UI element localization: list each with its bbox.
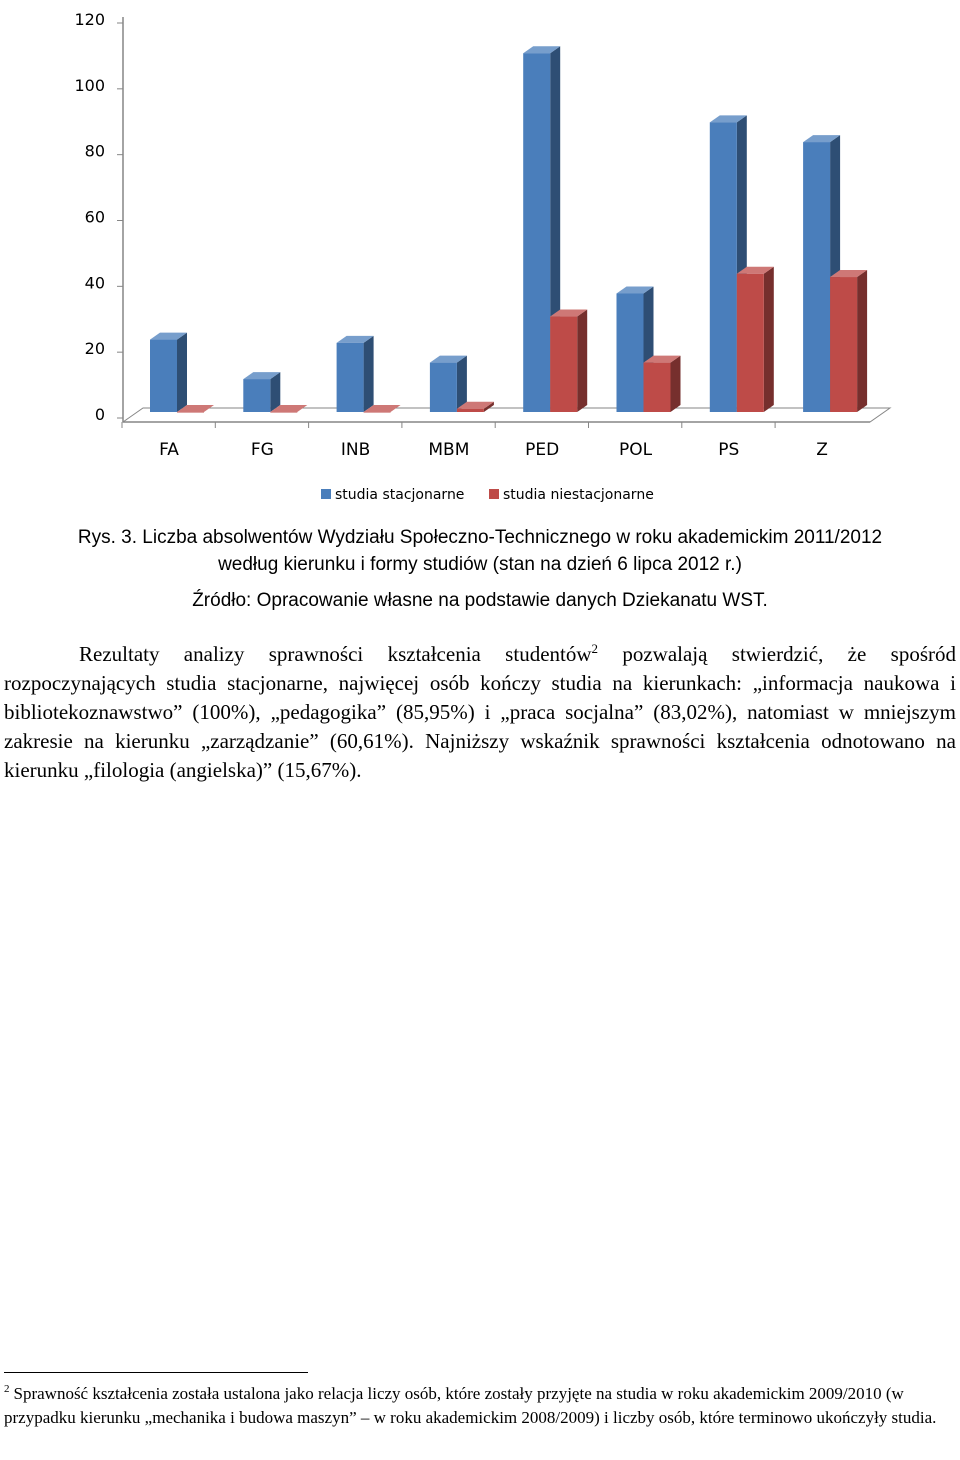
bar-PS-stacjonarne — [710, 122, 737, 412]
legend-swatch — [321, 489, 331, 499]
y-tick-label: 100 — [74, 75, 105, 95]
bar-PS-niestacjonarne — [737, 274, 764, 412]
x-category-label: INB — [340, 440, 371, 460]
bar-side-niestacjonarne — [764, 267, 774, 412]
bar-PED-stacjonarne — [523, 53, 550, 412]
bar-FA-niestacjonarne — [177, 412, 204, 413]
bar-side-niestacjonarne — [671, 356, 681, 412]
bar-chart — [0, 0, 960, 520]
bar-side-stacjonarne — [270, 372, 280, 412]
figure-caption-line-1: Rys. 3. Liczba absolwentów Wydziału Społeczno-Technicznego w roku akademickim 2011/2012 — [77, 527, 883, 548]
bar-FG-stacjonarne — [243, 379, 270, 412]
legend-label: studia niestacjonarne — [503, 487, 654, 503]
body-paragraph — [4, 640, 956, 785]
bar-FA-stacjonarne — [150, 340, 177, 412]
x-category-label: FG — [250, 440, 274, 460]
bar-side-stacjonarne — [364, 336, 374, 412]
footnote-separator — [4, 1372, 308, 1373]
x-category-label: POL — [618, 440, 653, 460]
bar-side-niestacjonarne — [857, 270, 867, 412]
chart-floor — [123, 408, 890, 422]
x-category-label: FA — [159, 440, 179, 460]
y-tick-label: 20 — [84, 339, 105, 359]
footnote-reference: 2 — [591, 641, 599, 656]
footnote — [4, 1382, 956, 1430]
y-tick-label: 80 — [84, 141, 105, 161]
bar-INB-stacjonarne — [337, 343, 364, 412]
bar-POL-niestacjonarne — [644, 363, 671, 412]
footnote-number: 2 — [4, 1383, 10, 1396]
bar-FG-niestacjonarne — [270, 412, 297, 413]
footnote-text: Sprawność kształcenia została ustalona jako relacja liczy osób, które zostały przyjęte na studia w roku akademickim 2009/2010 (w przypadku kierunku „mechanika i budowa maszyn” – w roku akademickim 2008/2009) i liczby osób, które terminowo ukończyły studia. — [4, 1384, 937, 1427]
x-category-label: Z — [816, 440, 828, 460]
bar-INB-niestacjonarne — [364, 412, 391, 413]
bar-MBM-niestacjonarne — [457, 409, 484, 412]
bar-side-stacjonarne — [177, 333, 187, 412]
x-category-label: MBM — [428, 440, 470, 460]
figure-caption-line-2: według kierunku i formy studiów (stan na dzień 6 lipca 2012 r.) — [218, 554, 742, 575]
y-tick-label: 40 — [84, 273, 105, 293]
bar-MBM-stacjonarne — [430, 363, 457, 412]
legend-swatch — [489, 489, 499, 499]
figure-source: Źródło: Opracowanie własne na podstawie danych Dziekanatu WST. — [192, 590, 768, 611]
body-text-part-2: pozwalają stwierdzić, że spośród rozpoczynających studia stacjonarne, najwięcej osób kończy studia na kierunkach: „informacja naukowa i bibliotekoznawstwo” (100%), „pedagogika” (85,95%) i „praca socjalna” (83,02%), natomiast w mniejszym zakresie na kierunku „zarządzanie” (60,61%). Najniższy wskaźnik sprawności kształcenia odnotowano na kierunku „filologia (angielska)” (15,67%). — [4, 642, 956, 782]
bar-PED-niestacjonarne — [550, 317, 577, 412]
bar-Z-stacjonarne — [803, 142, 830, 412]
bar-Z-niestacjonarne — [830, 277, 857, 412]
bar-POL-stacjonarne — [617, 294, 644, 413]
body-text-part-1: Rezultaty analizy sprawności kształcenia studentów — [79, 642, 592, 666]
y-tick-label: 0 — [94, 405, 105, 424]
y-tick-label: 120 — [74, 10, 105, 29]
x-category-label: PS — [718, 440, 740, 460]
y-tick-label: 60 — [84, 207, 105, 227]
x-category-label: PED — [525, 440, 560, 460]
legend-label: studia stacjonarne — [335, 487, 465, 503]
bar-side-niestacjonarne — [577, 310, 587, 412]
